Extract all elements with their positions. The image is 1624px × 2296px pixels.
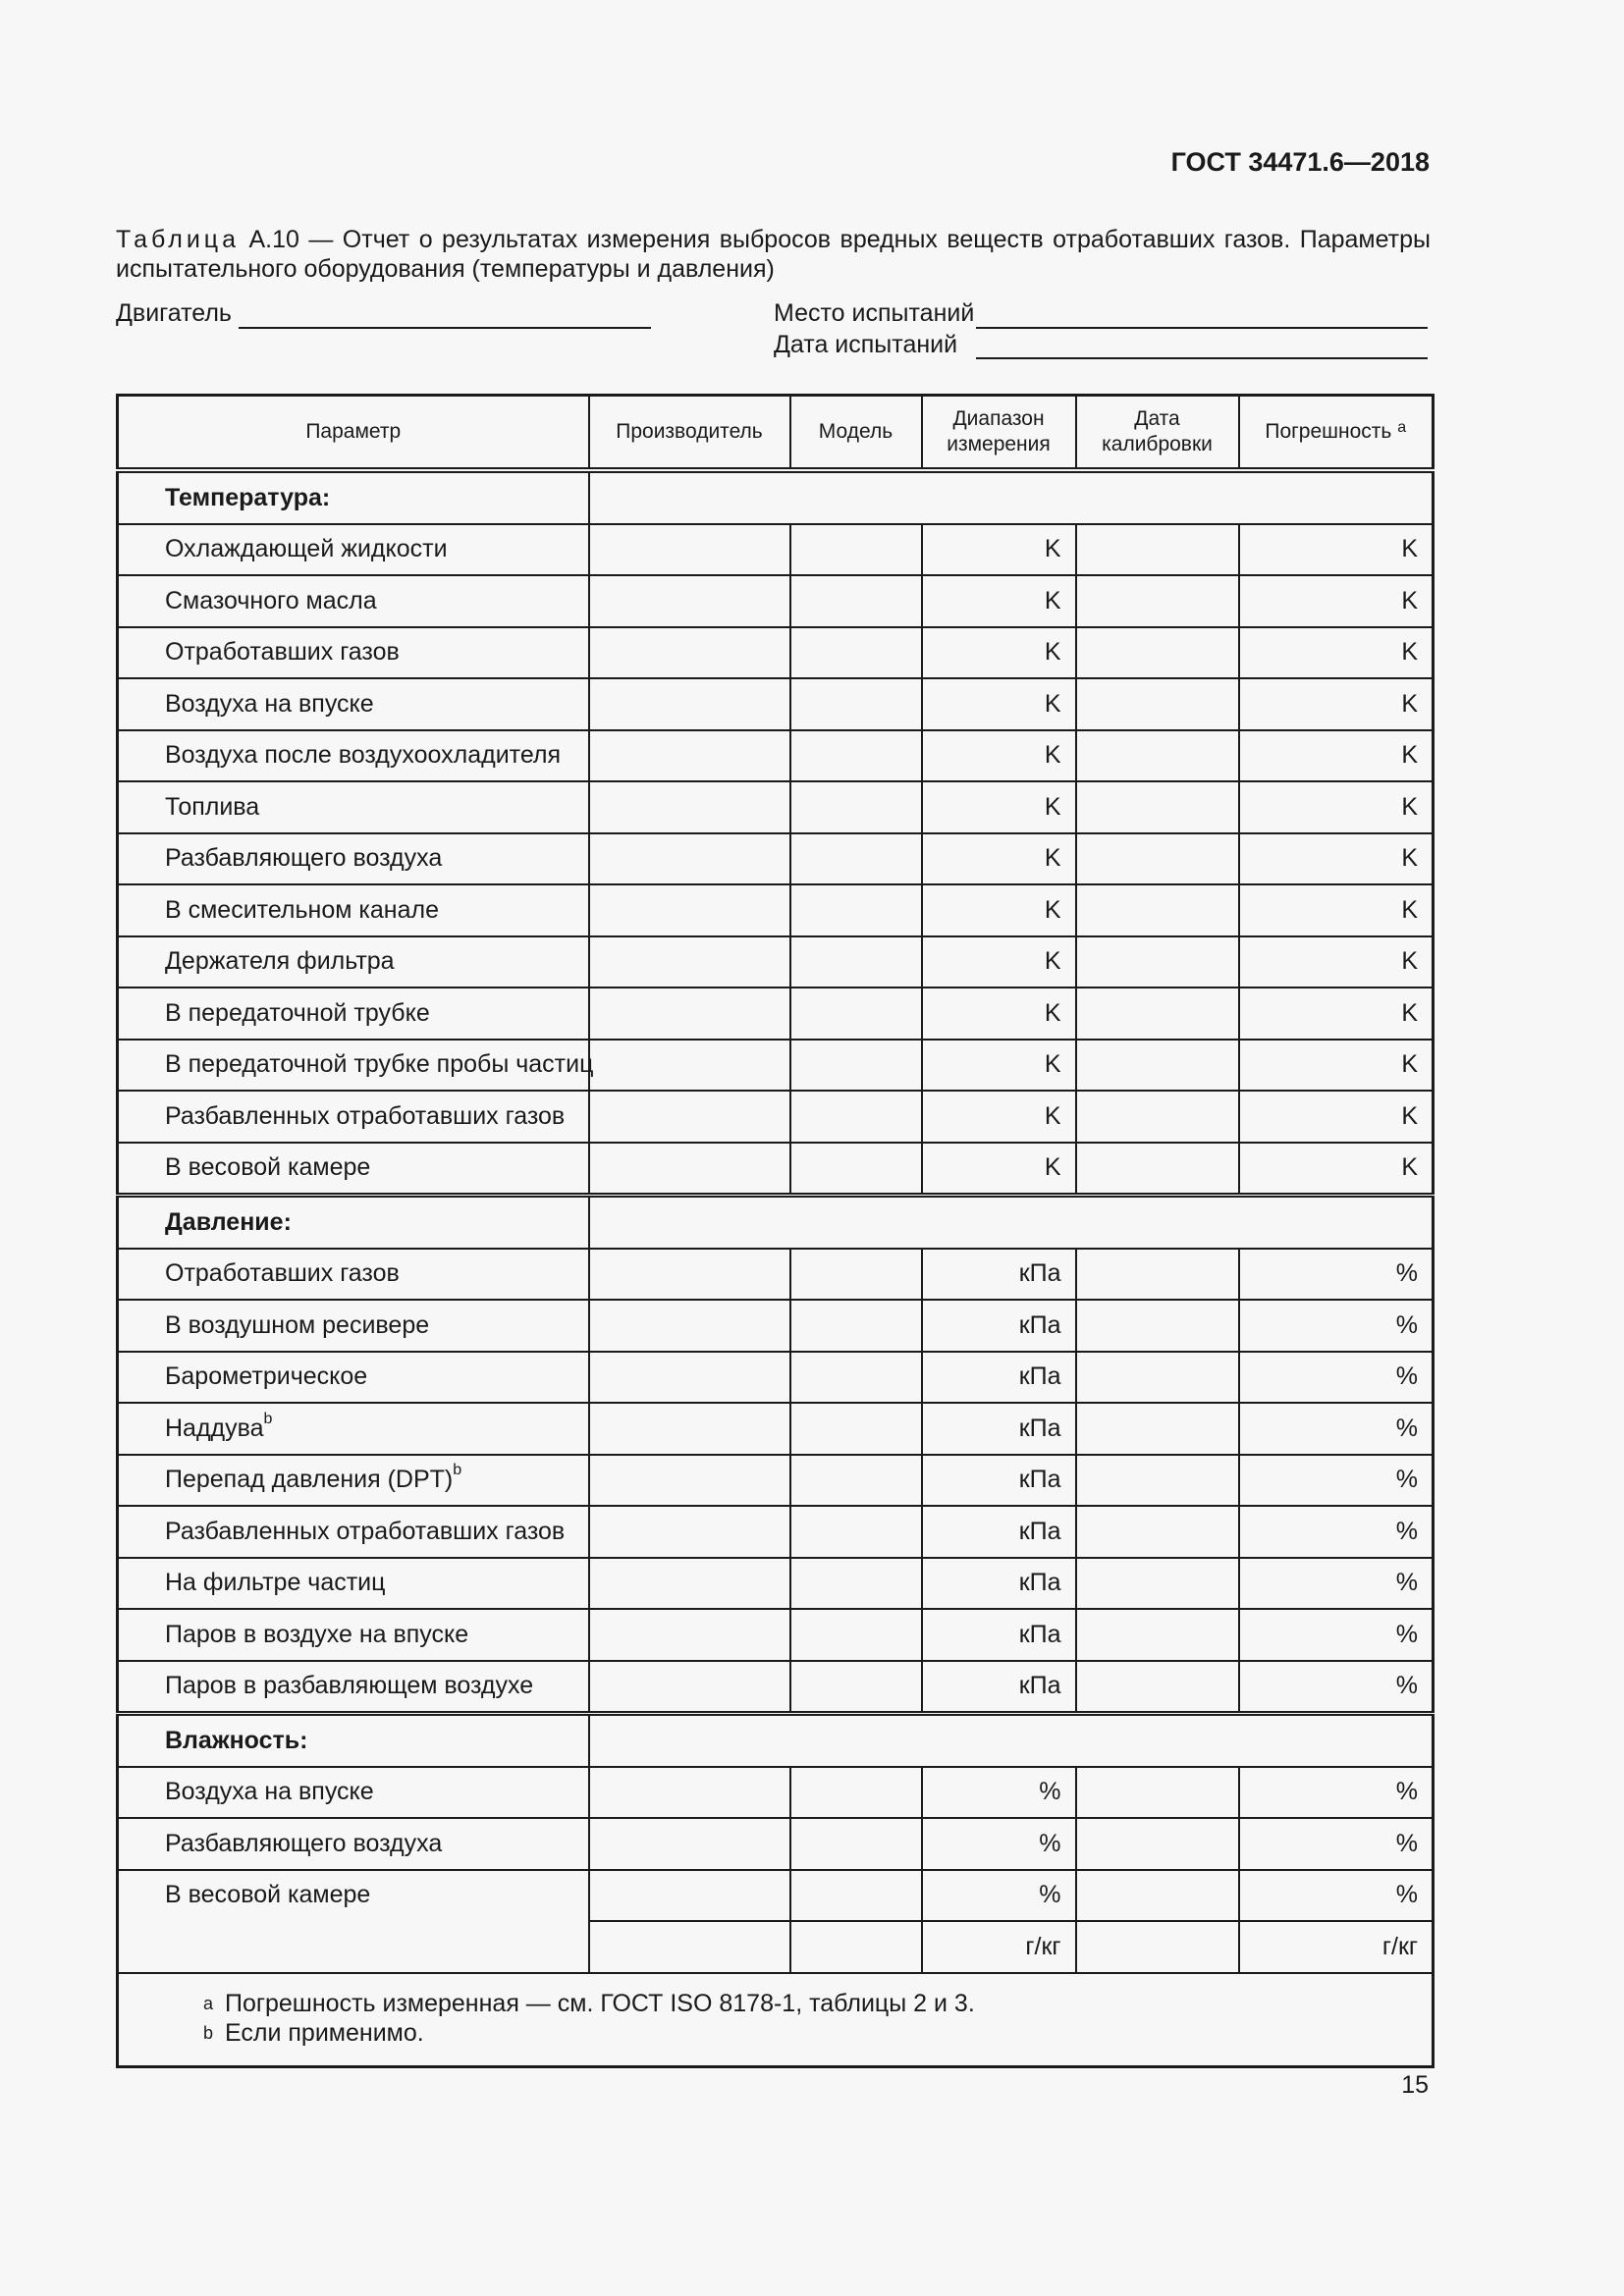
maker-cell: [589, 1609, 790, 1661]
param-label: Отработавших газов: [165, 638, 400, 667]
maker-cell: [589, 1558, 790, 1610]
table-row: [118, 988, 1434, 1040]
calib-cell: [1076, 627, 1239, 679]
calib-cell: [1076, 781, 1239, 833]
maker-cell: [589, 1921, 790, 1973]
section-empty-cell: [589, 1196, 1434, 1249]
table-row: [118, 1609, 1434, 1661]
param-label: Отработавших газов: [165, 1259, 400, 1288]
table-row: [118, 524, 1434, 576]
section-row-pressure: [118, 1196, 1434, 1249]
footnote-text: Погрешность измеренная — см. ГОСТ ISO 8178-1, таблицы 2 и 3.: [225, 1990, 975, 2017]
range-unit: K: [922, 1040, 1076, 1092]
error-unit: %: [1239, 1300, 1434, 1352]
param-label: Разбавленных отработавших газов: [165, 1101, 566, 1130]
range-unit: кПа: [922, 1506, 1076, 1558]
param-name: [118, 833, 589, 885]
section-title: Температура:: [118, 470, 589, 524]
param-label: В весовой камере: [165, 1153, 371, 1182]
param-name: [118, 1403, 589, 1455]
footnote: [203, 2018, 1432, 2048]
range-unit: кПа: [922, 1249, 1076, 1301]
header-calib: Дата калибровки: [1076, 396, 1239, 471]
range-unit: кПа: [922, 1609, 1076, 1661]
range-unit: кПа: [922, 1352, 1076, 1404]
calib-cell: [1076, 1870, 1239, 1922]
model-cell: [790, 1767, 922, 1819]
range-unit: кПа: [922, 1558, 1076, 1610]
param-name: [118, 575, 589, 627]
param-name: [118, 1661, 589, 1714]
range-unit: K: [922, 1091, 1076, 1143]
param-label: Воздуха на впуске: [165, 1778, 374, 1806]
range-unit: K: [922, 988, 1076, 1040]
footnotes-row: [118, 1973, 1434, 2067]
place-field: [774, 299, 974, 328]
param-name: [118, 678, 589, 730]
error-unit: K: [1239, 678, 1434, 730]
section-row-humidity: [118, 1714, 1434, 1767]
model-cell: [790, 1609, 922, 1661]
error-unit: K: [1239, 575, 1434, 627]
calib-cell: [1076, 884, 1239, 936]
error-unit: %: [1239, 1870, 1434, 1922]
section-empty-cell: [589, 1714, 1434, 1767]
param-name: [118, 936, 589, 988]
maker-cell: [589, 627, 790, 679]
error-unit: г/кг: [1239, 1921, 1434, 1973]
param-label: В смесительном канале: [165, 895, 439, 924]
param-label: На фильтре частиц: [165, 1569, 386, 1597]
footnote-mark-b: b: [263, 1410, 273, 1427]
param-label: Разбавленных отработавших газов: [165, 1517, 566, 1545]
calib-cell: [1076, 988, 1239, 1040]
section-title: Давление:: [118, 1196, 589, 1249]
header-param: Параметр: [118, 396, 589, 471]
param-name: [118, 1352, 589, 1404]
param-label: Топлива: [165, 792, 260, 821]
maker-cell: [589, 1767, 790, 1819]
calib-cell: [1076, 1609, 1239, 1661]
model-cell: [790, 1661, 922, 1714]
param-name: [118, 1506, 589, 1558]
param-label: Паров в разбавляющем воздухе: [165, 1672, 534, 1700]
range-unit: %: [922, 1870, 1076, 1922]
param-label: Паров в воздухе на впуске: [165, 1620, 469, 1648]
maker-cell: [589, 936, 790, 988]
param-name: [118, 1040, 594, 1092]
footnote: [203, 1989, 1432, 2018]
table-row: [118, 1040, 1434, 1092]
error-unit: K: [1239, 988, 1434, 1040]
table-row: [118, 1143, 1434, 1196]
maker-cell: [589, 833, 790, 885]
param-name: [118, 781, 589, 833]
table-row: [118, 678, 1434, 730]
param-name: [118, 1143, 589, 1196]
error-unit: K: [1239, 781, 1434, 833]
error-unit: K: [1239, 936, 1434, 988]
model-cell: [790, 1558, 922, 1610]
table-row: [118, 936, 1434, 988]
range-unit: K: [922, 936, 1076, 988]
param-name: [118, 1455, 589, 1507]
calib-cell: [1076, 1506, 1239, 1558]
model-cell: [790, 1506, 922, 1558]
model-cell: [790, 1040, 922, 1092]
calib-cell: [1076, 1403, 1239, 1455]
range-unit: кПа: [922, 1403, 1076, 1455]
error-unit: %: [1239, 1506, 1434, 1558]
range-unit: %: [922, 1767, 1076, 1819]
param-label: Охлаждающей жидкости: [165, 535, 448, 563]
model-cell: [790, 678, 922, 730]
calib-cell: [1076, 833, 1239, 885]
param-label: В передаточной трубке: [165, 998, 430, 1027]
table-row: [118, 730, 1434, 782]
maker-cell: [589, 1352, 790, 1404]
error-unit: K: [1239, 833, 1434, 885]
header-maker: Производитель: [589, 396, 790, 471]
calib-cell: [1076, 936, 1239, 988]
place-label: Место испытаний: [774, 299, 975, 327]
model-cell: [790, 627, 922, 679]
engine-field: [116, 299, 232, 328]
error-unit: K: [1239, 730, 1434, 782]
table-row: [118, 1870, 1434, 1922]
param-name: [118, 1767, 589, 1819]
maker-cell: [589, 1870, 790, 1922]
table-row: [118, 833, 1434, 885]
param-name: [118, 1091, 589, 1143]
error-unit: K: [1239, 1143, 1434, 1196]
model-cell: [790, 524, 922, 576]
range-unit: K: [922, 524, 1076, 576]
model-cell: [790, 1403, 922, 1455]
maker-cell: [589, 1506, 790, 1558]
table-header-row: [118, 396, 1434, 471]
table-row: [118, 1403, 1434, 1455]
caption-label: Таблица: [116, 226, 241, 253]
table-row: [118, 1818, 1434, 1870]
param-name: [118, 1870, 589, 1973]
param-label: В передаточной трубке пробы частиц: [165, 1050, 594, 1079]
header-error: Погрешность $^a$: [1239, 396, 1434, 471]
param-label: Воздуха после воздухоохладителя: [165, 741, 562, 770]
calib-cell: [1076, 1558, 1239, 1610]
table-row: [118, 1300, 1434, 1352]
maker-cell: [589, 1143, 790, 1196]
calib-cell: [1076, 1352, 1239, 1404]
param-name: [118, 1558, 589, 1610]
error-unit: %: [1239, 1818, 1434, 1870]
table-row: [118, 1352, 1434, 1404]
calib-cell: [1076, 1455, 1239, 1507]
calib-cell: [1076, 1143, 1239, 1196]
param-label: Перепад давления (DPT): [165, 1466, 454, 1494]
header-range: Диапазон измерения: [922, 396, 1076, 471]
param-name: [118, 1249, 589, 1301]
calib-cell: [1076, 730, 1239, 782]
param-name: [118, 884, 589, 936]
measurement-table: [116, 394, 1435, 2068]
model-cell: [790, 1818, 922, 1870]
range-unit: K: [922, 833, 1076, 885]
calib-cell: [1076, 1767, 1239, 1819]
param-label: Наддува: [165, 1414, 264, 1442]
range-unit: K: [922, 678, 1076, 730]
param-name: [118, 730, 589, 782]
param-label: В весовой камере: [165, 1880, 371, 1908]
range-unit: K: [922, 884, 1076, 936]
error-unit: %: [1239, 1609, 1434, 1661]
param-label: Держателя фильтра: [165, 947, 395, 976]
table-row: [118, 1506, 1434, 1558]
section-row-temperature: [118, 470, 1434, 524]
param-name: [118, 1609, 589, 1661]
range-unit: %: [922, 1818, 1076, 1870]
param-label: В воздушном ресивере: [165, 1310, 430, 1339]
section-empty-cell: [589, 470, 1434, 524]
maker-cell: [589, 1661, 790, 1714]
model-cell: [790, 884, 922, 936]
table-row: [118, 884, 1434, 936]
table-row: [118, 1455, 1434, 1507]
model-cell: [790, 1249, 922, 1301]
range-unit: K: [922, 781, 1076, 833]
range-unit: K: [922, 1143, 1076, 1196]
param-name: [118, 1818, 589, 1870]
footnote-mark-a: a: [1397, 419, 1407, 436]
maker-cell: [589, 1403, 790, 1455]
maker-cell: [589, 1040, 790, 1092]
calib-cell: [1076, 1300, 1239, 1352]
model-cell: [790, 1300, 922, 1352]
param-label: Барометрическое: [165, 1362, 368, 1391]
param-name: [118, 988, 589, 1040]
range-unit: г/кг: [922, 1921, 1076, 1973]
error-unit: K: [1239, 627, 1434, 679]
header-model: Модель: [790, 396, 922, 471]
error-unit: K: [1239, 1040, 1434, 1092]
calib-cell: [1076, 524, 1239, 576]
table-row: [118, 1661, 1434, 1714]
page-number: 15: [1401, 2071, 1429, 2099]
maker-cell: [589, 1300, 790, 1352]
range-unit: кПа: [922, 1455, 1076, 1507]
range-unit: K: [922, 627, 1076, 679]
maker-cell: [589, 1818, 790, 1870]
calib-cell: [1076, 1091, 1239, 1143]
param-label: Разбавляющего воздуха: [165, 1829, 443, 1857]
param-label: Воздуха на впуске: [165, 689, 374, 718]
model-cell: [790, 988, 922, 1040]
error-unit: %: [1239, 1661, 1434, 1714]
param-name: [118, 524, 589, 576]
model-cell: [790, 1352, 922, 1404]
table-row: [118, 1249, 1434, 1301]
calib-cell: [1076, 1818, 1239, 1870]
param-label: Разбавляющего воздуха: [165, 844, 443, 873]
model-cell: [790, 730, 922, 782]
calib-cell: [1076, 678, 1239, 730]
error-unit: K: [1239, 524, 1434, 576]
document-code: ГОСТ 34471.6—2018: [1170, 147, 1430, 177]
footnotes: [118, 1973, 1434, 2067]
table-row: [118, 1767, 1434, 1819]
section-title: Влажность:: [118, 1714, 589, 1767]
date-label: Дата испытаний: [774, 331, 958, 358]
maker-cell: [589, 884, 790, 936]
model-cell: [790, 575, 922, 627]
date-field: [774, 331, 957, 359]
table-row: [118, 575, 1434, 627]
error-unit: %: [1239, 1455, 1434, 1507]
error-unit: K: [1239, 1091, 1434, 1143]
maker-cell: [589, 678, 790, 730]
error-unit: %: [1239, 1558, 1434, 1610]
error-unit: %: [1239, 1352, 1434, 1404]
maker-cell: [589, 781, 790, 833]
calib-cell: [1076, 1921, 1239, 1973]
maker-cell: [589, 730, 790, 782]
footnote-mark: b: [203, 2023, 214, 2043]
table-row: [118, 1558, 1434, 1610]
model-cell: [790, 833, 922, 885]
model-cell: [790, 1091, 922, 1143]
calib-cell: [1076, 1661, 1239, 1714]
model-cell: [790, 1143, 922, 1196]
table-row: [118, 627, 1434, 679]
calib-cell: [1076, 1249, 1239, 1301]
error-unit: %: [1239, 1403, 1434, 1455]
param-name: [118, 1300, 589, 1352]
table-row: [118, 1091, 1434, 1143]
calib-cell: [1076, 1040, 1239, 1092]
error-unit: K: [1239, 884, 1434, 936]
range-unit: кПа: [922, 1661, 1076, 1714]
range-unit: кПа: [922, 1300, 1076, 1352]
table-caption: [116, 225, 1431, 284]
param-label: Смазочного масла: [165, 586, 377, 614]
error-unit: %: [1239, 1249, 1434, 1301]
caption-text: А.10 — Отчет о результатах измерения выбросов вредных веществ отработавших газов. Параметры испытательного оборудования (температуры и давления): [116, 226, 1431, 283]
maker-cell: [589, 575, 790, 627]
engine-label: Двигатель: [116, 299, 232, 327]
calib-cell: [1076, 575, 1239, 627]
model-cell: [790, 936, 922, 988]
maker-cell: [589, 1455, 790, 1507]
model-cell: [790, 781, 922, 833]
maker-cell: [589, 1091, 790, 1143]
model-cell: [790, 1921, 922, 1973]
range-unit: K: [922, 575, 1076, 627]
footnote-mark-b: b: [453, 1462, 462, 1479]
model-cell: [790, 1870, 922, 1922]
maker-cell: [589, 524, 790, 576]
maker-cell: [589, 1249, 790, 1301]
footnote-mark: a: [203, 1994, 214, 2013]
range-unit: K: [922, 730, 1076, 782]
param-name: [118, 627, 589, 679]
error-unit: %: [1239, 1767, 1434, 1819]
maker-cell: [589, 988, 790, 1040]
table-row: [118, 781, 1434, 833]
model-cell: [790, 1455, 922, 1507]
footnote-text: Если применимо.: [225, 2019, 424, 2047]
